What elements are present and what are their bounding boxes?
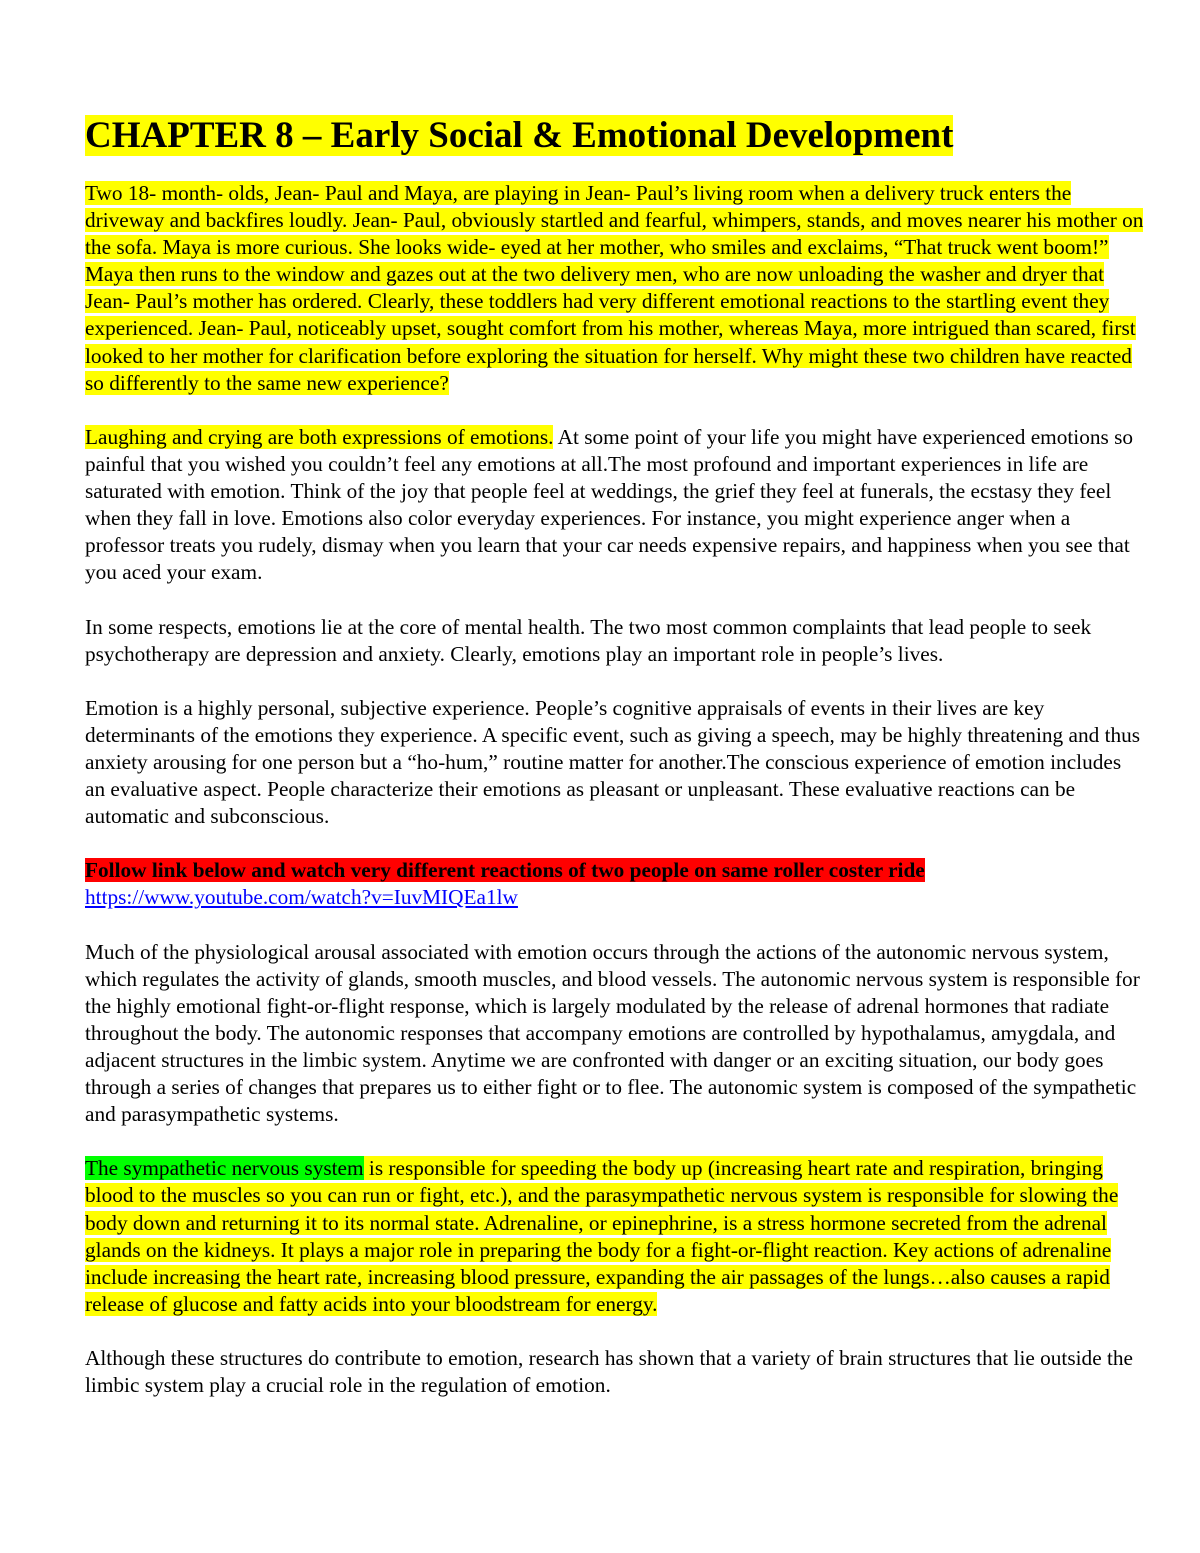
mental-health-paragraph: In some respects, emotions lie at the core of mental health. The two most common complaints that lead people to seek psychotherapy are depression and anxiety. Clearly, emotions play an important role in people’s lives. bbox=[85, 614, 1092, 666]
follow-link-instruction bbox=[85, 857, 1145, 884]
link-paragraph bbox=[85, 884, 1145, 911]
emotions-paragraph bbox=[85, 424, 1145, 587]
emotions-highlight-text: Laughing and crying are both expressions of emotions. bbox=[85, 424, 554, 449]
chapter-title bbox=[85, 112, 1145, 160]
intro-paragraph-text: Two 18- month- olds, Jean- Paul and Maya, are playing in Jean- Paul’s living room when a delivery truck enters the driveway and backfires loudly. Jean- Paul, obviously startled and fearful, whimpers, stands, and moves nearer his mother on the sofa. Maya is more curious. She looks wide- eyed at her mother, who smiles and exclaims, “That truck went boom!” Maya then runs to the window and gazes out at the two delivery men, who are now unloading the washer and dryer that Jean- Paul’s mother has ordered. Clearly, these toddlers had very different emotional reactions to the startling event they experienced. Jean- Paul, noticeably upset, sought comfort from his mother, whereas Maya, more intrigued than scared, first looked to her mother for clarification before exploring the situation for herself. Why might these two children have reacted so differently to the same new experience? bbox=[85, 181, 1144, 395]
sympathetic-highlight-text: The sympathetic nervous system bbox=[85, 1156, 364, 1181]
subjective-experience-paragraph: Emotion is a highly personal, subjective experience. People’s cognitive appraisals of events in their lives are key determinants of the emotions they experience. A specific event, such as giving a speech, may be highly threatening and thus anxiety arousing for one person but a “ho-hum,” routine matter for another.The conscious experience of emotion includes an evaluative aspect. People characterize their emotions as pleasant or unpleasant. These evaluative reactions can be automatic and subconscious. bbox=[85, 695, 1141, 829]
follow-link-text: Follow link below and watch very different reactions of two people on same roller coster ride bbox=[85, 858, 925, 883]
autonomic-paragraph: Much of the physiological arousal associated with emotion occurs through the actions of the autonomic nervous system, which regulates the activity of glands, smooth muscles, and blood vessels. The autonomic nervous system is responsible for the highly emotional fight-or-flight response, which is largely modulated by the release of adrenal hormones that radiate throughout the body. The autonomic responses that accompany emotions are controlled by hypothalamus, amygdala, and adjacent structures in the limbic system. Anytime we are confronted with danger or an exciting situation, our body goes through a series of changes that prepares us to either fight or to flee. The autonomic system is composed of the sympathetic and parasympathetic systems. bbox=[85, 939, 1140, 1127]
document-page bbox=[85, 112, 1145, 1426]
sympathetic-paragraph bbox=[85, 1155, 1145, 1318]
emotions-paragraph-text: At some point of your life you might have experienced emotions so painful that you wished you couldn’t feel any emotions at all.The most profound and important experiences in life are saturated with emotion. Think of the joy that people feel at weddings, the grief they feel at funerals, the ecstasy they feel when they fall in love. Emotions also color everyday experiences. For instance, you might experience anger when a professor treats you rudely, dismay when you learn that your car needs expensive repairs, and happiness when you see that you aced your exam. bbox=[85, 424, 1134, 585]
brain-structures-paragraph: Although these structures do contribute to emotion, research has shown that a variety of brain structures that lie outside the limbic system play a crucial role in the regulation of emotion. bbox=[85, 1346, 1133, 1398]
chapter-title-text: CHAPTER 8 – Early Social & Emotional Development bbox=[85, 115, 954, 156]
sympathetic-paragraph-text: is responsible for speeding the body up (increasing heart rate and respiration, bringing blood to the muscles so you can run or fight, etc.), and the parasympathetic nervous system is responsible for slowing the body down and returning it to its normal state. Adrenaline, or epinephrine, is a stress hormone secreted from the adrenal glands on the kidneys. It plays a major role in preparing the body for a fight-or-flight reaction. Key actions of adrenaline include increasing the heart rate, increasing blood pressure, expanding the air passages of the lungs…also causes a rapid release of glucose and fatty acids into your bloodstream for energy. bbox=[85, 1156, 1119, 1316]
youtube-link[interactable]: https://www.youtube.com/watch?v=IuvMIQEa1lw bbox=[85, 885, 518, 910]
intro-paragraph bbox=[85, 180, 1145, 397]
